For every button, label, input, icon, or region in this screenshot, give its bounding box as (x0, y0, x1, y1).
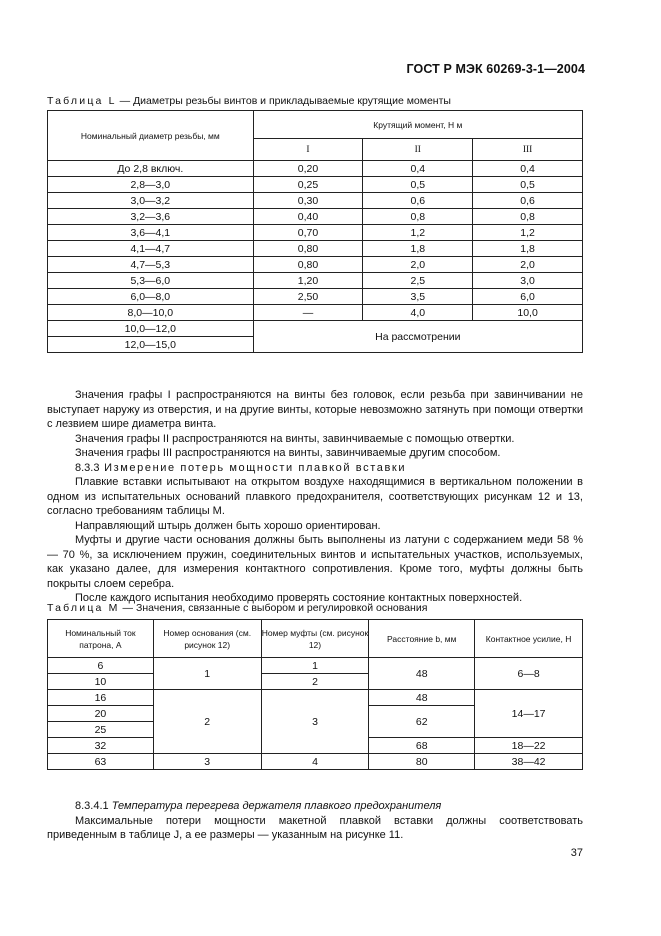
table-l-cell-diameter: 3,6—4,1 (48, 225, 254, 241)
table-l-cell-diameter: 6,0—8,0 (48, 289, 254, 305)
table-l-cell-torque-ii: 0,8 (363, 209, 473, 225)
page-number: 37 (570, 847, 583, 859)
table-m-caption (47, 602, 427, 614)
table-l-cell-diameter: 10,0—12,0 (48, 321, 254, 337)
paragraph: Значения графы I распространяются на винты без головок, если резьба при завинчивании не выступает наружу из отверстия, и на другие винты, которые невозможно затянуть при помощи отвертки с лезвием шире диаметра винта. (47, 389, 583, 430)
table-m-cell-force: 6—8 (475, 658, 583, 690)
table-l-cell-diameter: 12,0—15,0 (48, 337, 254, 353)
table-m-cell-base: 3 (153, 754, 261, 770)
table-m-cell-distance: 48 (369, 690, 475, 706)
document-id: ГОСТ Р МЭК 60269-3-1—2004 (406, 62, 585, 76)
table-l-subheader-iii: III (473, 139, 583, 161)
table-m-cell-sleeve: 3 (261, 690, 369, 754)
table-m-cell-force: 14—17 (475, 690, 583, 738)
table-m-cell-distance: 62 (369, 706, 475, 738)
table-l-cell-diameter: 2,8—3,0 (48, 177, 254, 193)
table-l-cell-torque-i: 0,80 (253, 257, 363, 273)
table-l-cell-torque-iii: 0,6 (473, 193, 583, 209)
table-l-cell-diameter: 3,2—3,6 (48, 209, 254, 225)
section-heading (47, 461, 583, 476)
table-l-cell-diameter: До 2,8 включ. (48, 161, 254, 177)
table-l-cell-torque-i: 0,80 (253, 241, 363, 257)
table-m-cell-current: 25 (48, 722, 154, 738)
table-l-cell-torque-i: 0,30 (253, 193, 363, 209)
table-m-cell-sleeve: 2 (261, 674, 369, 690)
table-m-header-sleeve: Номер муфты (см. рисунок 12) (261, 620, 369, 658)
table-l-cell-torque-ii: 3,5 (363, 289, 473, 305)
table-m-header-force: Контактное усилие, Н (475, 620, 583, 658)
paragraph: Значения графы III распространяются на винты, завинчиваемые другим способом. (75, 447, 501, 459)
table-m-header-current: Номинальный ток патрона, А (48, 620, 154, 658)
table-l-cell-diameter: 4,7—5,3 (48, 257, 254, 273)
table-l-row (48, 257, 583, 273)
table-l-cell-torque-i: 2,50 (253, 289, 363, 305)
table-l-cell-torque-i: 1,20 (253, 273, 363, 289)
table-l-cell-torque-ii: 1,2 (363, 225, 473, 241)
table-l-cell-torque-iii: 0,8 (473, 209, 583, 225)
table-l-row (48, 177, 583, 193)
table-m-cell-base: 2 (153, 690, 261, 754)
paragraph: Муфты и другие части основания должны быть выполнены из латуни с содержанием меди 58 % — 70 %, за исключением пружин, соединительных винтов и испытательных участков, используемых, как указано далее, для измерения контактного сопротивления. Кроме того, муфты должны быть покрыты слоем серебра. (47, 534, 583, 590)
table-m-cell-current: 32 (48, 738, 154, 754)
table-l-cell-torque-iii: 3,0 (473, 273, 583, 289)
table-l-cell-diameter: 4,1—4,7 (48, 241, 254, 257)
table-l-row (48, 289, 583, 305)
table-m-cell-distance: 68 (369, 738, 475, 754)
table-m-cell-current: 10 (48, 674, 154, 690)
body-text-2 (47, 799, 583, 843)
section-title: Измерение потерь мощности плавкой вставки (99, 461, 407, 474)
table-m-cell-current: 20 (48, 706, 154, 722)
table-l-cell-torque-i: 0,20 (253, 161, 363, 177)
table-l-header-diameter: Номинальный диаметр резьбы, мм (48, 111, 254, 161)
table-l-cell-torque-iii: 6,0 (473, 289, 583, 305)
table-l-cell-torque-ii: 1,8 (363, 241, 473, 257)
subsection-heading (47, 799, 583, 814)
subsection-title: Температура перегрева держателя плавкого предохранителя (108, 800, 442, 812)
paragraph: После каждого испытания необходимо проверять состояние контактных поверхностей. (75, 592, 523, 604)
table-l-row (48, 225, 583, 241)
table-l-cell-torque-ii: 0,4 (363, 161, 473, 177)
table-m-caption-text: — Значения, связанные с выбором и регулировкой основания (119, 602, 428, 614)
table-l-header-torque: Крутящий момент, Н м (253, 111, 582, 139)
table-m-cell-current: 16 (48, 690, 154, 706)
subsection-number: 8.3.4.1 (75, 800, 109, 812)
table-l-cell-torque-ii: 4,0 (363, 305, 473, 321)
table-l-subheader-i: I (253, 139, 363, 161)
section-number: 8.3.3 (75, 461, 100, 474)
table-l-cell-torque-iii: 0,5 (473, 177, 583, 193)
paragraph: Значения графы II распространяются на винты, завинчиваемые с помощью отвертки. (75, 432, 515, 445)
table-m-header-base: Номер основания (см. рисунок 12) (153, 620, 261, 658)
table-l-cell-diameter: 8,0—10,0 (48, 305, 254, 321)
table-l-caption (47, 95, 451, 107)
table-m-cell-force: 18—22 (475, 738, 583, 754)
table-l-cell-torque-i: 0,70 (253, 225, 363, 241)
table-l-cell-torque-i: 0,25 (253, 177, 363, 193)
paragraph: Направляющий штырь должен быть хорошо ориентирован. (75, 519, 381, 532)
table-m-caption-prefix: Таблица М (47, 602, 120, 614)
table-l-cell-torque-ii: 2,5 (363, 273, 473, 289)
table-l-under-review: На рассмотрении (253, 321, 582, 353)
table-m-cell-sleeve: 1 (261, 658, 369, 674)
table-l-cell-torque-iii: 1,8 (473, 241, 583, 257)
table-l-subheader-ii: II (363, 139, 473, 161)
table-m-cell-current: 63 (48, 754, 154, 770)
table-l-row (48, 241, 583, 257)
table-l-caption-text: — Диаметры резьбы винтов и прикладываемые крутящие моменты (116, 95, 451, 107)
table-m-cell-force: 38—42 (475, 754, 583, 770)
table-l-row (48, 209, 583, 225)
paragraph: Максимальные потери мощности макетной плавкой вставки должны соответствовать приведенным в таблице J, а ее размеры — указанным на рисунке 11. (47, 814, 583, 841)
body-text-1 (47, 388, 583, 606)
table-l-cell-torque-iii: 0,4 (473, 161, 583, 177)
table-m-cell-distance: 80 (369, 754, 475, 770)
table-l-row (48, 273, 583, 289)
table-l-cell-torque-ii: 0,6 (363, 193, 473, 209)
table-l-cell-torque-ii: 2,0 (363, 257, 473, 273)
table-m-cell-current: 6 (48, 658, 154, 674)
table-m-cell-base: 1 (153, 658, 261, 690)
table-l (47, 110, 583, 353)
table-m-cell-distance: 48 (369, 658, 475, 690)
table-l-cell-torque-i: 0,40 (253, 209, 363, 225)
paragraph: Плавкие вставки испытывают на открытом воздухе находящимися в вертикальном положении в одном из испытательных оснований плавкого предохранителя, соответствующих рисункам 12 и 13, согласно требованиям таблицы М. (47, 476, 583, 517)
table-m-cell-sleeve: 4 (261, 754, 369, 770)
table-l-cell-torque-iii: 10,0 (473, 305, 583, 321)
table-l-cell-torque-ii: 0,5 (363, 177, 473, 193)
table-l-row (48, 161, 583, 177)
table-l-cell-torque-iii: 1,2 (473, 225, 583, 241)
table-m-header-distance: Расстояние b, мм (369, 620, 475, 658)
table-l-row (48, 305, 583, 321)
table-m (47, 619, 583, 770)
table-l-cell-diameter: 5,3—6,0 (48, 273, 254, 289)
table-l-row (48, 193, 583, 209)
table-l-cell-diameter: 3,0—3,2 (48, 193, 254, 209)
table-l-caption-prefix: Таблица L (47, 95, 117, 107)
table-l-cell-torque-i: — (253, 305, 363, 321)
table-l-cell-torque-iii: 2,0 (473, 257, 583, 273)
